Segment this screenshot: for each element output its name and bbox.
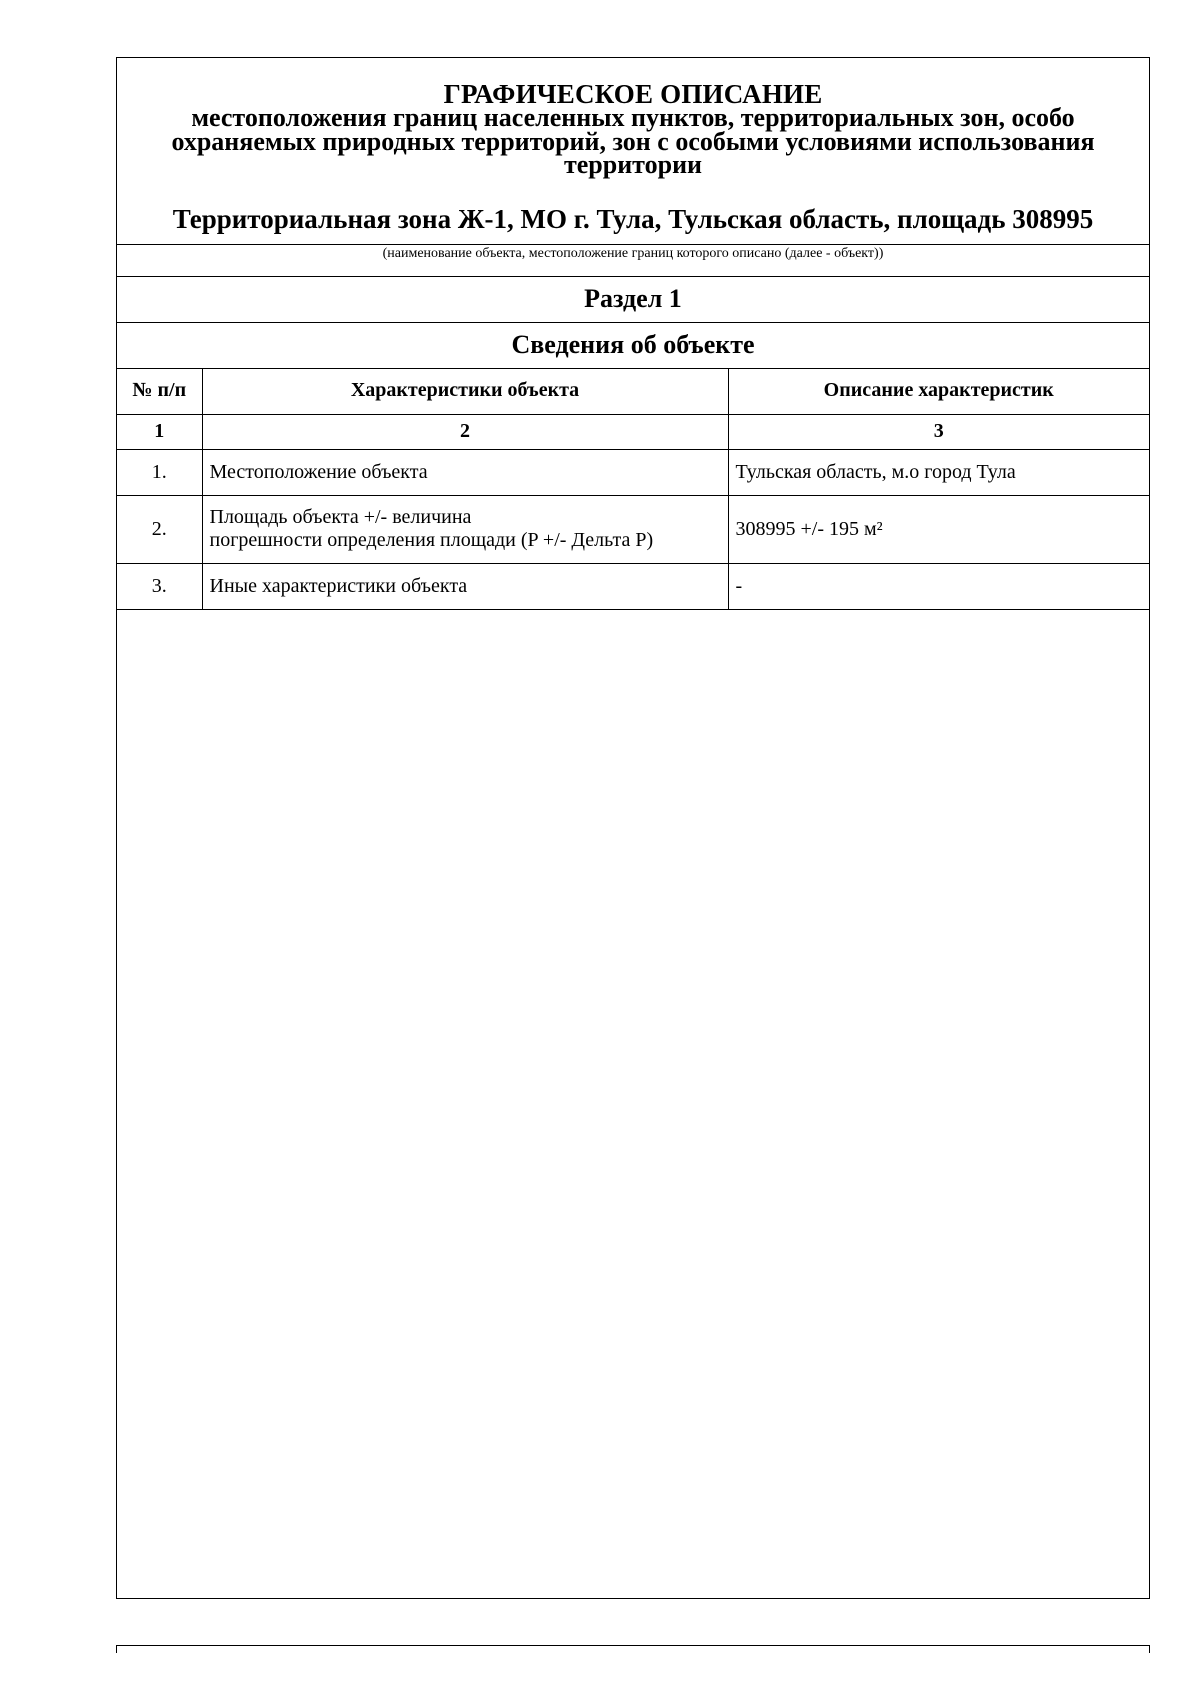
row-characteristic [202, 495, 728, 563]
row-number: 1. [117, 449, 202, 495]
row-description: 308995 +/- 195 м² [728, 495, 1149, 563]
table-row [117, 449, 1149, 495]
row-number: 2. [117, 495, 202, 563]
document-subtitle: местоположения границ населенных пунктов, территориальных зон, особо охраняемых природных территорий, зон с особыми условиями использования территории [171, 103, 1095, 179]
table-row [117, 495, 1149, 563]
table-row [117, 563, 1149, 609]
row-characteristic [202, 563, 728, 609]
section-label: Раздел 1 [584, 284, 682, 313]
column-header: № п/п [117, 368, 202, 414]
characteristic-text: Местоположение объекта [209, 460, 428, 483]
characteristic-text: Иные характеристики объекта [209, 574, 468, 597]
row-number: 3. [117, 563, 202, 609]
object-name: Территориальная зона Ж-1, МО г. Тула, Тульская область, площадь 308995 [172, 204, 1094, 234]
section-title: Сведения об объекте [511, 330, 755, 359]
characteristic-text: Площадь объекта +/- величина [209, 506, 472, 528]
document-frame [116, 57, 1150, 1599]
row-characteristic [202, 449, 728, 495]
column-number: 1 [117, 414, 202, 449]
row-description: Тульская область, м.о город Тула [728, 449, 1149, 495]
column-number-row [117, 414, 1149, 449]
object-name-caption: (наименование объекта, местоположение границ которого описано (далее - объект)) [382, 246, 884, 261]
table-header-row [117, 368, 1149, 414]
row-description: - [728, 563, 1149, 609]
column-header: Характеристики объекта [202, 368, 728, 414]
document-header [117, 58, 1149, 244]
object-info-table [117, 368, 1149, 610]
column-header: Описание характеристик [728, 368, 1149, 414]
column-number: 3 [728, 414, 1149, 449]
document-title: ГРАФИЧЕСКОЕ ОПИСАНИЕ [443, 79, 823, 109]
characteristic-text-line2: погрешности определения площади (P +/- Дельта P) [209, 529, 654, 551]
column-number: 2 [202, 414, 728, 449]
next-page-frame-edge [116, 1645, 1150, 1653]
